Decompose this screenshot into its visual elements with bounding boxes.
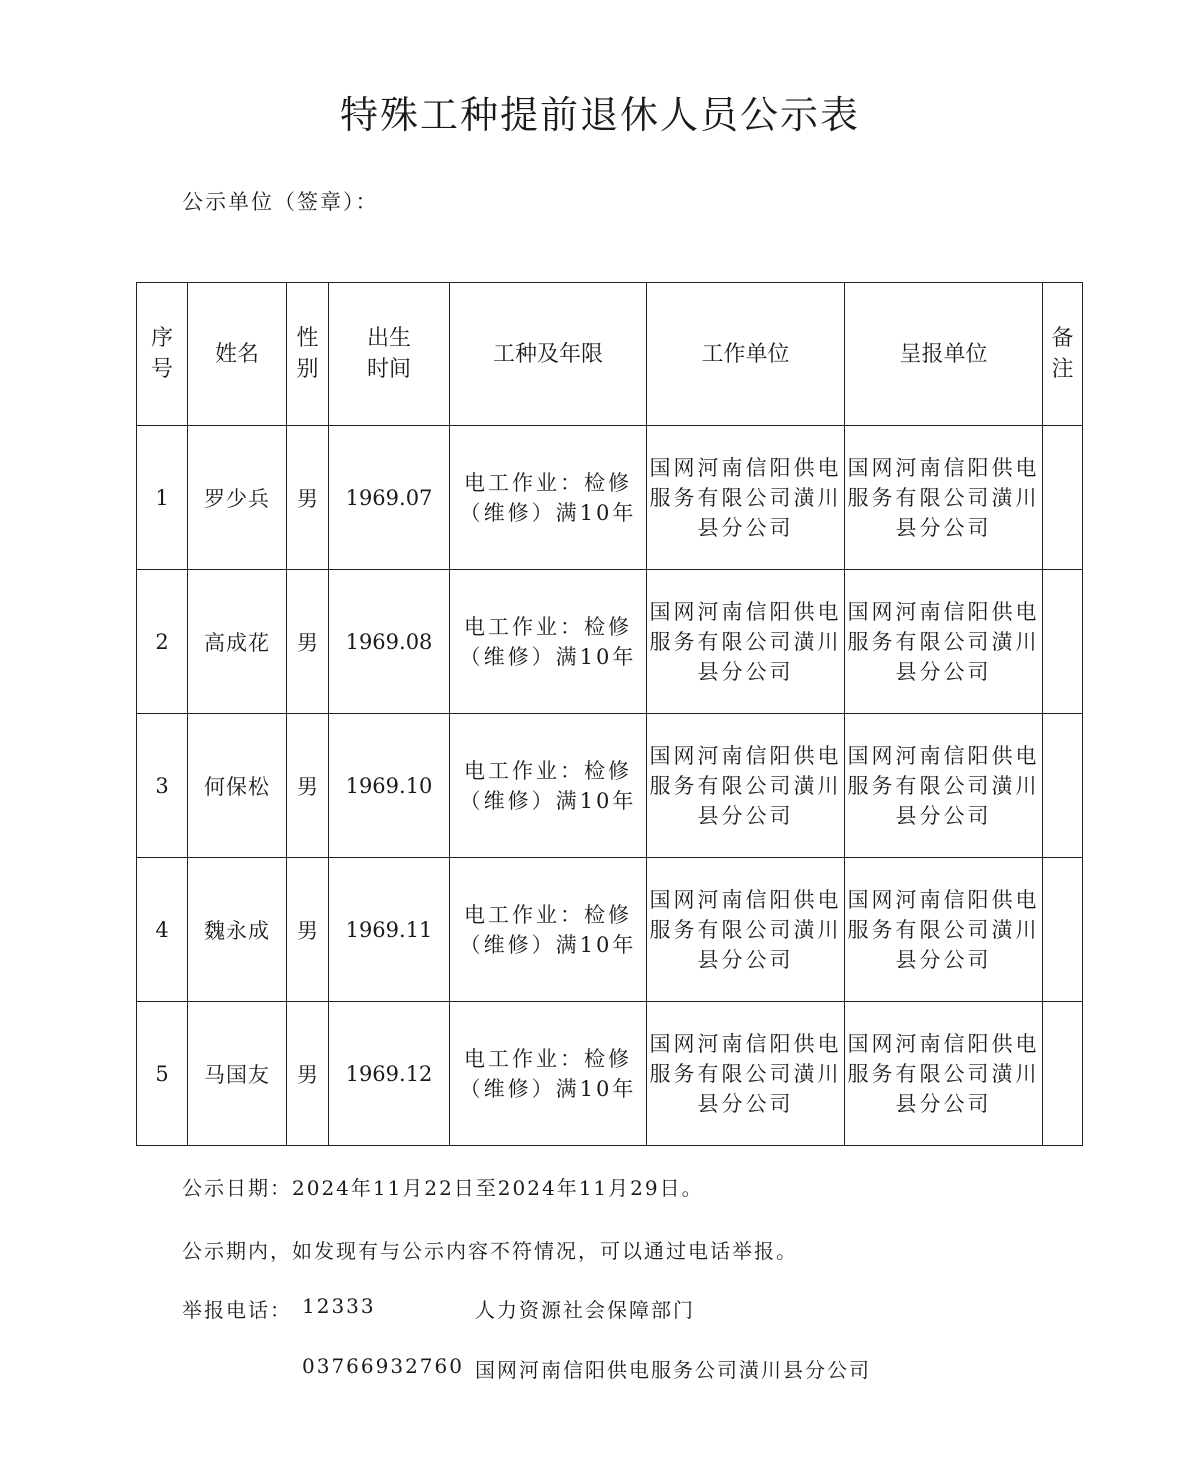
header-reporter: 呈报单位 (845, 283, 1043, 426)
hotline-label: 举报电话： (182, 1298, 292, 1322)
hotline-number-2: 03766932760 (302, 1354, 464, 1378)
cell-index: 5 (137, 1002, 188, 1146)
cell-name: 魏永成 (188, 858, 287, 1002)
cell-workplace: 国网河南信阳供电服务有限公司潢川县分公司 (647, 714, 845, 858)
cell-name: 何保松 (188, 714, 287, 858)
document-title: 特殊工种提前退休人员公示表 (339, 93, 860, 137)
header-name: 姓名 (188, 283, 287, 426)
cell-job: 电工作业：检修（维修）满10年 (450, 1002, 647, 1146)
cell-reporter: 国网河南信阳供电服务有限公司潢川县分公司 (845, 858, 1043, 1002)
cell-reporter: 国网河南信阳供电服务有限公司潢川县分公司 (845, 1002, 1043, 1146)
cell-index: 4 (137, 858, 188, 1002)
cell-job: 电工作业：检修（维修）满10年 (450, 858, 647, 1002)
cell-workplace: 国网河南信阳供电服务有限公司潢川县分公司 (647, 570, 845, 714)
cell-birth: 1969.10 (329, 714, 450, 858)
cell-birth: 1969.11 (329, 858, 450, 1002)
cell-remark (1043, 426, 1083, 570)
cell-gender: 男 (287, 426, 329, 570)
cell-index: 3 (137, 714, 188, 858)
header-remark: 备注 (1043, 283, 1083, 426)
cell-gender: 男 (287, 858, 329, 1002)
header-gender: 性别 (287, 283, 329, 426)
cell-job: 电工作业：检修（维修）满10年 (450, 426, 647, 570)
cell-remark (1043, 1002, 1083, 1146)
cell-workplace: 国网河南信阳供电服务有限公司潢川县分公司 (647, 426, 845, 570)
cell-remark (1043, 570, 1083, 714)
cell-gender: 男 (287, 1002, 329, 1146)
header-birth: 出生时间 (329, 283, 450, 426)
cell-gender: 男 (287, 714, 329, 858)
table-header-row (137, 283, 1083, 426)
cell-remark (1043, 714, 1083, 858)
publicity-date: 公示日期：2024年11月22日至2024年11月29日。 (182, 1176, 704, 1200)
cell-workplace: 国网河南信阳供电服务有限公司潢川县分公司 (647, 858, 845, 1002)
table-row (137, 714, 1083, 858)
cell-gender: 男 (287, 570, 329, 714)
publicity-notice: 公示期内，如发现有与公示内容不符情况，可以通过电话举报。 (182, 1239, 798, 1263)
hotline-org-2: 国网河南信阳供电服务公司潢川县分公司 (475, 1358, 871, 1382)
cell-reporter: 国网河南信阳供电服务有限公司潢川县分公司 (845, 570, 1043, 714)
cell-name: 高成花 (188, 570, 287, 714)
header-job: 工种及年限 (450, 283, 647, 426)
table-row (137, 570, 1083, 714)
table-row (137, 858, 1083, 1002)
cell-name: 马国友 (188, 1002, 287, 1146)
table-row (137, 1002, 1083, 1146)
cell-birth: 1969.12 (329, 1002, 450, 1146)
cell-name: 罗少兵 (188, 426, 287, 570)
hotline-number-1: 12333 (302, 1294, 376, 1318)
cell-job: 电工作业：检修（维修）满10年 (450, 570, 647, 714)
header-workplace: 工作单位 (647, 283, 845, 426)
cell-remark (1043, 858, 1083, 1002)
table-row (137, 426, 1083, 570)
unit-signature-label: 公示单位（签章）： (182, 190, 379, 214)
cell-job: 电工作业：检修（维修）满10年 (450, 714, 647, 858)
cell-birth: 1969.07 (329, 426, 450, 570)
header-index: 序号 (137, 283, 188, 426)
hotline-org-1: 人力资源社会保障部门 (475, 1298, 695, 1322)
cell-index: 1 (137, 426, 188, 570)
cell-birth: 1969.08 (329, 570, 450, 714)
cell-workplace: 国网河南信阳供电服务有限公司潢川县分公司 (647, 1002, 845, 1146)
cell-index: 2 (137, 570, 188, 714)
cell-reporter: 国网河南信阳供电服务有限公司潢川县分公司 (845, 426, 1043, 570)
cell-reporter: 国网河南信阳供电服务有限公司潢川县分公司 (845, 714, 1043, 858)
retiree-table (136, 282, 1083, 1146)
